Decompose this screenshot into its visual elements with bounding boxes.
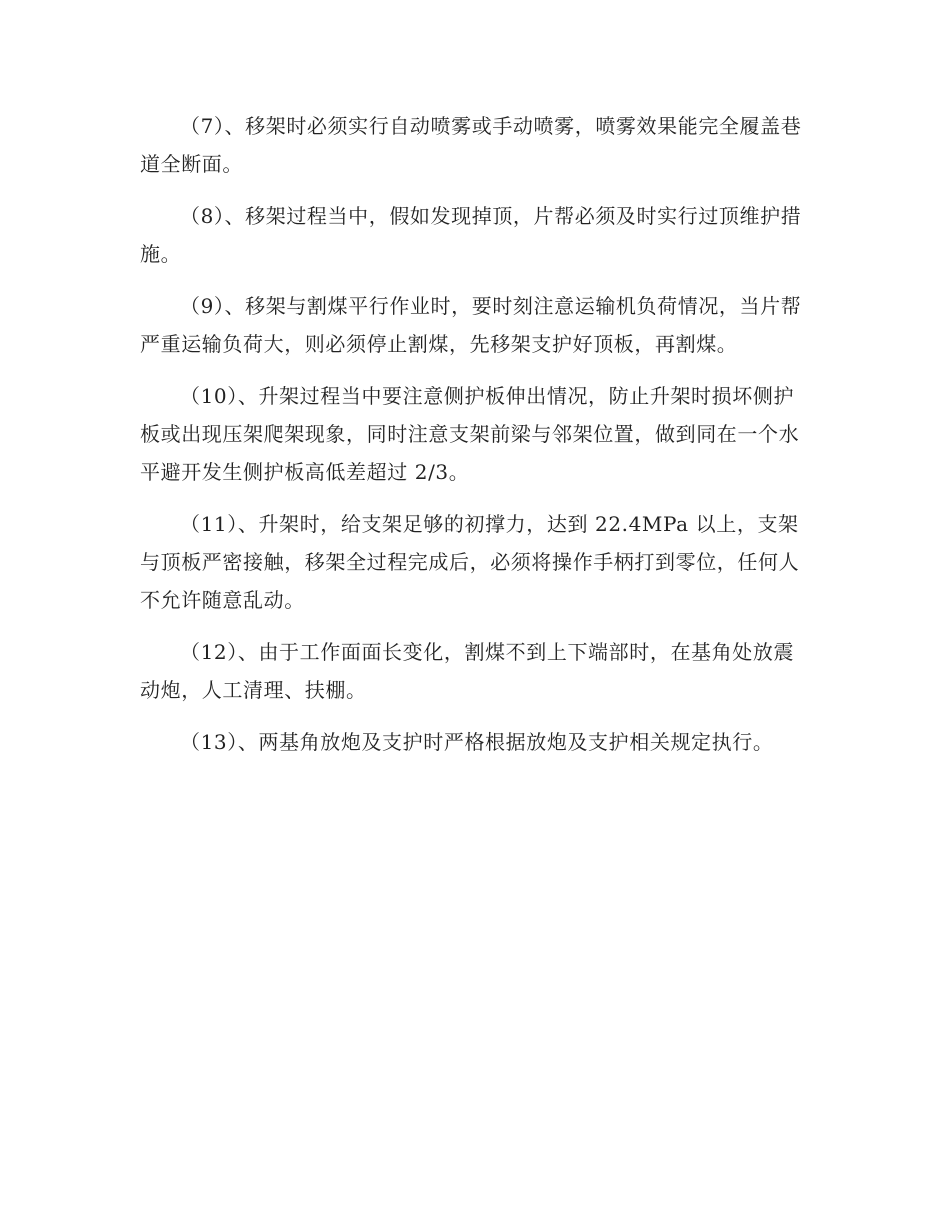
paragraph-7: （7）、移架时必须实行自动喷雾或手动喷雾，喷雾效果能完全履盖巷道全断面。 — [140, 114, 802, 176]
paragraph-9: （9）、移架与割煤平行作业时，要时刻注意运输机负荷情况，当片帮严重运输负荷大，则必须停止割煤，先移架支护好顶板，再割煤。 — [140, 294, 802, 356]
paragraph-11: （11）、升架时，给支架足够的初撑力，达到 22.4MPa 以上，支架与顶板严密接触，移架全过程完成后，必须将操作手柄打到零位，任何人不允许随意乱动。 — [140, 512, 800, 612]
paragraph-8: （8）、移架过程当中，假如发现掉顶，片帮必须及时实行过顶维护措施。 — [140, 204, 802, 266]
paragraph-10: （10）、升架过程当中要注意侧护板伸出情况，防止升架时损坏侧护板或出现压架爬架现象，同时注意支架前梁与邻架位置，做到同在一个水平避开发生侧护板高低差超过 2/3。 — [140, 384, 800, 484]
paragraph-12: （12）、由于工作面面长变化，割煤不到上下端部时，在基角处放震动炮，人工清理、扶棚。 — [140, 640, 795, 702]
paragraph-13: （13）、两基角放炮及支护时严格根据放炮及支护相关规定执行。 — [180, 730, 774, 754]
document-body — [140, 107, 810, 775]
